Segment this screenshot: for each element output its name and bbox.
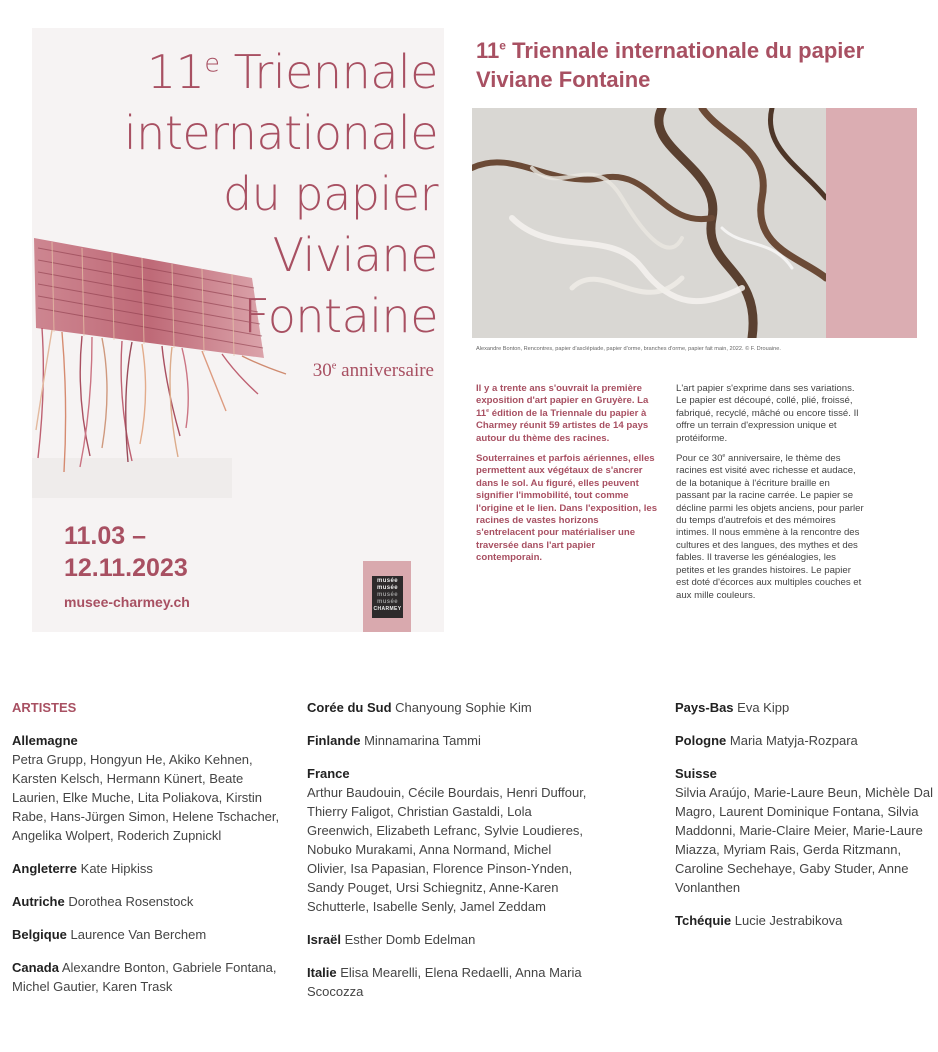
lead-text: Il y a trente ans s'ouvrait la première exposition d'art papier en Gruyère. La	[476, 383, 649, 407]
root-artwork-image	[472, 108, 826, 338]
artists-column-3	[675, 698, 933, 944]
country-name: Autriche	[12, 894, 65, 909]
country-name: Corée du Sud	[307, 700, 392, 715]
artist-entry	[675, 764, 933, 897]
artists-column-1	[12, 698, 280, 1010]
artist-entry	[12, 925, 280, 944]
lead-text: édition de la Triennale du papier à Charmey réunit 59 artistes de 14 pays autour du thème des racines.	[476, 407, 649, 444]
logo-line: musée	[376, 578, 398, 584]
artist-names: Chanyoung Sophie Kim	[395, 700, 532, 715]
anniversary-number: 30	[312, 360, 332, 381]
title-number: 11	[476, 38, 500, 63]
lead-paragraph: Souterraines et parfois aériennes, elles permettent aux végétaux de s'ancrer dans le sol. Au figuré, elles peuvent signifier l'immobilité, tout comme l'origine et le lien. Dans l'exposition, les racines de vastes horizons s'entrelacent pour matérialiser une traversée dans l'art papier contemporain.	[476, 453, 658, 564]
article-lead-column	[476, 383, 660, 573]
artists-column-2	[307, 698, 587, 1015]
artist-entry	[307, 764, 587, 916]
country-name: Finlande	[307, 733, 361, 748]
artist-names: Minnamarina Tammi	[364, 733, 481, 748]
poster-edition-suffix: e	[204, 48, 220, 78]
artist-entry	[675, 698, 933, 717]
lead-suffix: e	[486, 407, 490, 414]
artist-entry	[12, 958, 280, 996]
artist-entry	[12, 859, 280, 878]
title-text: Triennale internationale du papier Viviane Fontaine	[476, 38, 865, 92]
poster-title-line: du papier	[222, 167, 438, 221]
lead-paragraph	[476, 383, 660, 445]
artist-names: Laurence Van Berchem	[70, 927, 207, 942]
artists-heading: ARTISTES	[12, 700, 77, 715]
country-name: Angleterre	[12, 861, 78, 876]
artist-entry	[307, 731, 587, 750]
date-end: 12.11.2023	[64, 554, 188, 582]
photo-caption: Alexandre Bonton, Rencontres, papier d'asclépiade, papier d'orme, branches d'orme, papier fait main, 2022. © F. Drouaine.	[476, 346, 781, 352]
poster-website: musee-charmey.ch	[64, 594, 190, 610]
country-name: Pologne	[675, 733, 727, 748]
date-start: 11.03 –	[64, 522, 147, 550]
artist-entry	[307, 698, 587, 717]
article-title	[476, 36, 896, 94]
title-suffix: e	[499, 38, 506, 53]
body-text: anniversaire, le thème des racines est visité avec richesse et audace, de la botanique à l'écriture braille en passant par la racine carrée. Le papier se décline parmi les objets anciens, pour parler du temps d'autrefois et des mémoires intimes. Il nous emmène à la rencontre des cultures et des langues, des mythes et des fables. Il traverse les généalogies, les petites et les grandes histoires. Le papier est doté d'écorces aux multiples couches et aux mille couleurs.	[676, 453, 864, 601]
body-paragraph: L'art papier s'exprime dans ses variations. Le papier est découpé, collé, plié, froissé, fabriqué, recyclé, mâché ou encore tissé. Il offre un terrain d'expression unique et protéiforme.	[676, 383, 859, 444]
artist-entry	[675, 731, 933, 750]
body-paragraph	[676, 453, 864, 602]
artist-names: Dorothea Rosenstock	[68, 894, 194, 909]
poster-title-line: Triennale	[233, 45, 438, 99]
artist-names: Esther Domb Edelman	[344, 932, 476, 947]
logo-line: CHARMEY	[373, 606, 402, 612]
body-suffix: e	[722, 452, 726, 459]
artist-names: Petra Grupp, Hongyun He, Akiko Kehnen, Karsten Kelsch, Hermann Künert, Beate Laurien, Elke Muche, Lita Poliakova, Kirstin Rabe, Hans-Jürgen Simon, Helene Tschacher, Angelika Wolpert, Roderich Zupnickl	[12, 752, 280, 843]
country-name: France	[307, 766, 350, 781]
article-body-column	[676, 383, 864, 610]
poster-edition-number: 11	[146, 45, 205, 99]
artist-names: Eva Kipp	[737, 700, 790, 715]
country-name: Suisse	[675, 766, 717, 781]
artist-entry	[12, 892, 280, 911]
artist-names: Kate Hipkiss	[80, 861, 153, 876]
artist-entry	[675, 911, 933, 930]
artist-names: Maria Matyja-Rozpara	[729, 733, 858, 748]
exhibition-poster	[32, 28, 444, 632]
country-name: Israël	[307, 932, 341, 947]
poster-title-line: Fontaine	[243, 289, 438, 343]
museum-logo-box	[363, 561, 411, 632]
artist-entry	[12, 731, 280, 845]
artist-entry	[307, 930, 587, 949]
photo-accent-panel	[826, 108, 917, 338]
artist-names: Arthur Baudouin, Cécile Bourdais, Henri Duffour, Thierry Faligot, Christian Gastaldi, Lola Greenwich, Elizabeth Lefranc, Sylvie Loudieres, Nobuko Murakami, Anna Normand, Michel Olivier, Isa Papasian, Florence Pinson-Ynden, Sandy Pouget, Ursi Schiegnitz, Anne-Karen Schutterle, Isabelle Senly, Jamel Zeddam	[307, 785, 587, 914]
anniversary-text: anniversaire	[341, 360, 434, 381]
poster-title	[124, 42, 438, 347]
poster-dates	[64, 520, 188, 584]
logo-line: musée	[376, 585, 398, 591]
country-name: Canada	[12, 960, 59, 975]
country-name: Belgique	[12, 927, 67, 942]
artist-entry	[307, 963, 587, 1001]
body-text: Pour ce	[676, 453, 710, 465]
country-name: Allemagne	[12, 733, 78, 748]
artist-names: Lucie Jestrabikova	[734, 913, 843, 928]
logo-line: musée	[376, 592, 398, 598]
artwork-photo	[472, 108, 826, 338]
artist-names: Alexandre Bonton, Gabriele Fontana, Michel Gautier, Karen Trask	[12, 960, 277, 994]
logo-line: musée	[376, 599, 398, 605]
poster-title-line: Viviane	[272, 228, 438, 282]
lead-number: 11	[476, 407, 487, 419]
museum-logo	[372, 576, 403, 618]
country-name: Tchéquie	[675, 913, 732, 928]
country-name: Pays-Bas	[675, 700, 734, 715]
artist-names: Elisa Mearelli, Elena Redaelli, Anna Maria Scocozza	[307, 965, 582, 999]
poster-title-line: internationale	[123, 106, 438, 160]
artist-names: Silvia Araújo, Marie-Laure Beun, Michèle Dal Magro, Laurent Dominique Fontana, Silvia Maddonni, Marie-Claire Meier, Marie-Laure Miazza, Myriam Rais, Gerda Ritzmann, Caroline Sechehaye, Gaby Studer, Anne Vonlanthen	[675, 785, 933, 895]
country-name: Italie	[307, 965, 337, 980]
poster-anniversary	[313, 360, 434, 382]
body-number: 30	[711, 453, 723, 465]
anniversary-suffix: e	[331, 360, 337, 372]
